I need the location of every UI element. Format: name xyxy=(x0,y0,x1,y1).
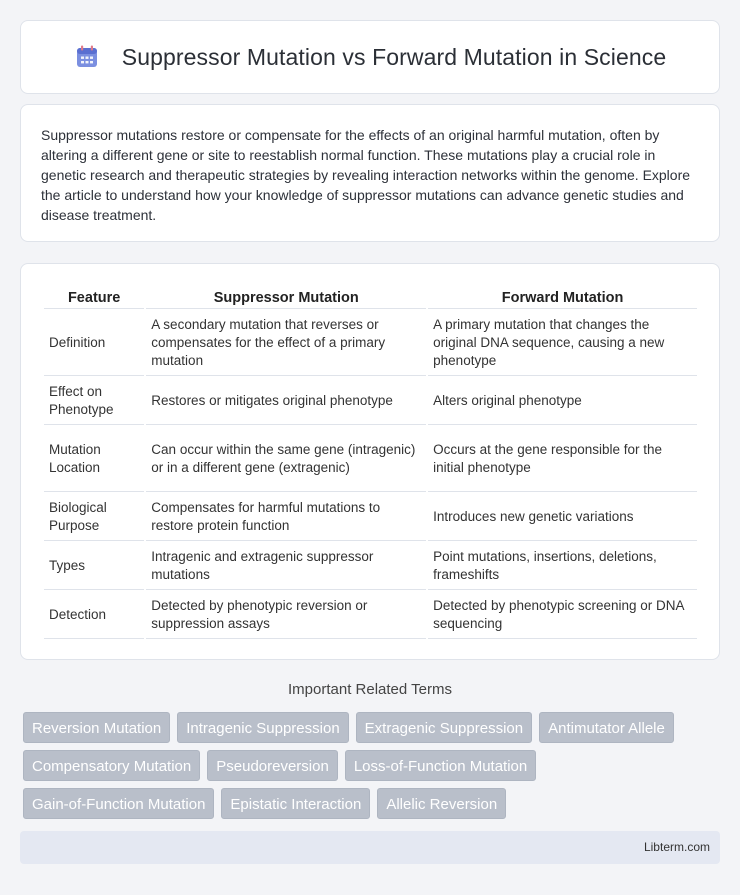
suppressor-cell: Can occur within the same gene (intragenic) or in a different gene (extragenic) xyxy=(146,427,426,492)
forward-cell: Detected by phenotypic screening or DNA sequencing xyxy=(428,592,697,639)
feature-cell: Effect on Phenotype xyxy=(44,378,144,425)
column-header-suppressor: Suppressor Mutation xyxy=(146,286,426,309)
header-card xyxy=(20,20,720,94)
footer xyxy=(20,831,720,864)
table-header-row xyxy=(44,286,697,309)
related-term-tag[interactable]: Extragenic Suppression xyxy=(356,712,532,743)
related-term-tag[interactable]: Reversion Mutation xyxy=(23,712,170,743)
related-terms-title: Important Related Terms xyxy=(288,681,452,698)
table-row xyxy=(44,543,697,590)
comparison-card xyxy=(20,263,720,660)
comparison-table xyxy=(42,284,699,641)
related-term-tag[interactable]: Gain-of-Function Mutation xyxy=(23,788,214,819)
forward-cell: Occurs at the gene responsible for the initial phenotype xyxy=(428,427,697,492)
related-terms-list xyxy=(23,712,723,819)
related-term-tag[interactable]: Compensatory Mutation xyxy=(23,750,200,781)
table-row xyxy=(44,378,697,425)
related-term-tag[interactable]: Intragenic Suppression xyxy=(177,712,348,743)
table-row xyxy=(44,427,697,492)
table-row xyxy=(44,494,697,541)
suppressor-cell: Detected by phenotypic reversion or suppression assays xyxy=(146,592,426,639)
forward-cell: A primary mutation that changes the original DNA sequence, causing a new phenotype xyxy=(428,311,697,376)
column-header-forward: Forward Mutation xyxy=(428,286,697,309)
feature-cell: Types xyxy=(44,543,144,590)
table-row xyxy=(44,592,697,639)
related-term-tag[interactable]: Loss-of-Function Mutation xyxy=(345,750,536,781)
related-term-tag[interactable]: Allelic Reversion xyxy=(377,788,506,819)
footer-site-link[interactable]: Libterm.com xyxy=(643,840,710,854)
column-header-feature: Feature xyxy=(44,286,144,309)
forward-cell: Point mutations, insertions, deletions, frameshifts xyxy=(428,543,697,590)
related-term-tag[interactable]: Antimutator Allele xyxy=(539,712,674,743)
feature-cell: Definition xyxy=(44,311,144,376)
intro-card xyxy=(20,104,720,242)
suppressor-cell: Compensates for harmful mutations to restore protein function xyxy=(146,494,426,541)
suppressor-cell: Restores or mitigates original phenotype xyxy=(146,378,426,425)
feature-cell: Biological Purpose xyxy=(44,494,144,541)
suppressor-cell: A secondary mutation that reverses or compensates for the effect of a primary mutation xyxy=(146,311,426,376)
suppressor-cell: Intragenic and extragenic suppressor mutations xyxy=(146,543,426,590)
page-title: Suppressor Mutation vs Forward Mutation in Science xyxy=(121,43,667,70)
table-row xyxy=(44,311,697,376)
forward-cell: Alters original phenotype xyxy=(428,378,697,425)
related-term-tag[interactable]: Epistatic Interaction xyxy=(221,788,370,819)
feature-cell: Mutation Location xyxy=(44,427,144,492)
forward-cell: Introduces new genetic variations xyxy=(428,494,697,541)
intro-paragraph: Suppressor mutations restore or compensate for the effects of an original harmful mutation, often by altering a different gene or site to reestablish normal function. These mutations play a crucial role in genetic research and therapeutic strategies by revealing interaction networks within the genome. Explore the article to understand how your knowledge of suppressor mutations can advance genetic studies and disease treatment. xyxy=(41,127,691,223)
feature-cell: Detection xyxy=(44,592,144,639)
document-icon xyxy=(74,44,100,70)
related-term-tag[interactable]: Pseudoreversion xyxy=(207,750,338,781)
